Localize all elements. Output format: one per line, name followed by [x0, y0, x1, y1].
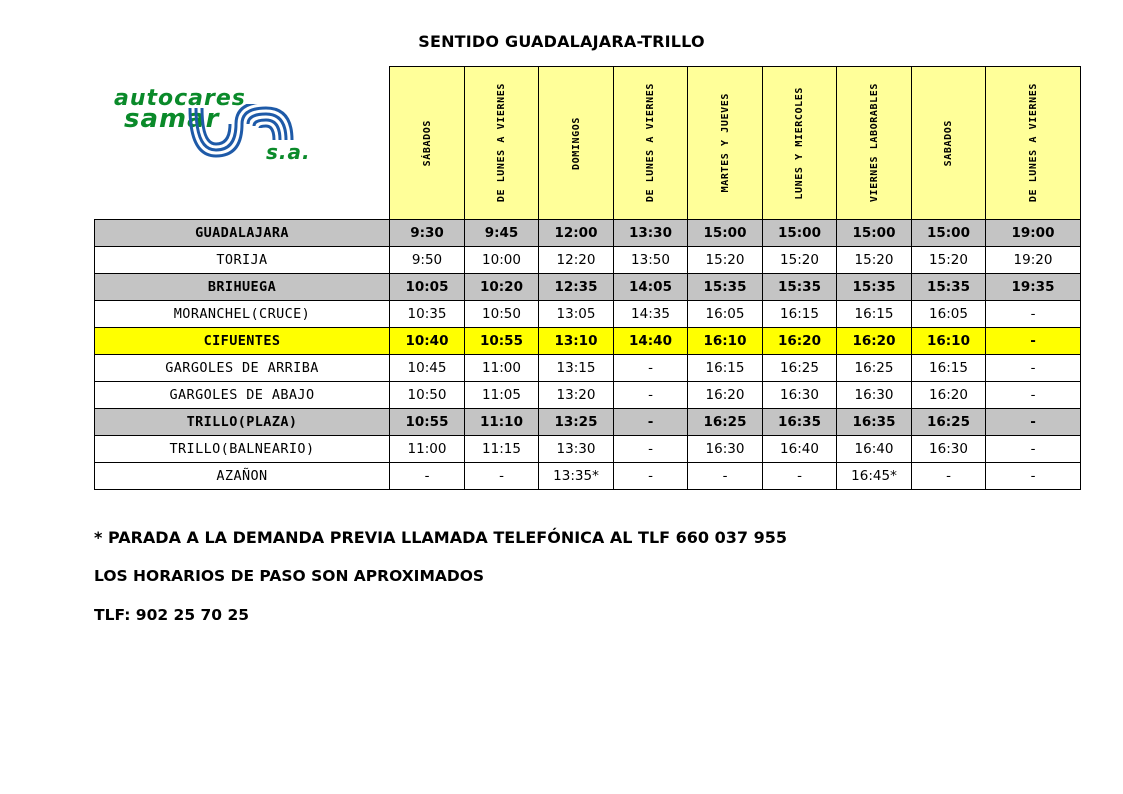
time-cell: -	[614, 409, 688, 436]
time-cell: 19:35	[986, 274, 1081, 301]
table-row	[95, 355, 1081, 382]
stop-name-cell: CIFUENTES	[95, 328, 390, 355]
time-cell: 11:00	[465, 355, 539, 382]
table-row	[95, 436, 1081, 463]
time-cell: 10:55	[390, 409, 465, 436]
header-row	[95, 67, 1081, 220]
time-cell: -	[986, 463, 1081, 490]
stop-name-cell: GARGOLES DE ARRIBA	[95, 355, 390, 382]
time-cell: -	[986, 355, 1081, 382]
time-cell: 10:40	[390, 328, 465, 355]
time-cell: 16:30	[763, 382, 837, 409]
time-cell: 16:15	[912, 355, 986, 382]
time-cell: 10:50	[465, 301, 539, 328]
time-cell: -	[614, 436, 688, 463]
day-header	[390, 67, 465, 220]
time-cell: 16:40	[763, 436, 837, 463]
time-cell: 13:20	[539, 382, 614, 409]
time-cell: 15:00	[763, 220, 837, 247]
time-cell: 16:20	[763, 328, 837, 355]
stop-name-cell: TRILLO(BALNEARIO)	[95, 436, 390, 463]
time-cell: 10:00	[465, 247, 539, 274]
day-header	[986, 67, 1081, 220]
time-cell: 11:10	[465, 409, 539, 436]
day-label: DE LUNES A VIERNES	[1027, 83, 1039, 203]
time-cell: 16:30	[837, 382, 912, 409]
time-cell: 15:20	[763, 247, 837, 274]
day-header	[837, 67, 912, 220]
time-cell: 16:15	[688, 355, 763, 382]
day-label: LUNES Y MIERCOLES	[794, 86, 805, 200]
stop-name-cell: BRIHUEGA	[95, 274, 390, 301]
time-cell: 16:30	[912, 436, 986, 463]
logo-word-sa: s.a.	[266, 140, 311, 164]
time-cell: 16:10	[688, 328, 763, 355]
table-row	[95, 409, 1081, 436]
time-cell: -	[912, 463, 986, 490]
page-title: SENTIDO GUADALAJARA-TRILLO	[418, 32, 705, 51]
stop-name-cell: TRILLO(PLAZA)	[95, 409, 390, 436]
time-cell: 16:30	[688, 436, 763, 463]
time-cell: 11:15	[465, 436, 539, 463]
time-cell: 16:05	[912, 301, 986, 328]
time-cell: 16:20	[837, 328, 912, 355]
stop-name-cell: MORANCHEL(CRUCE)	[95, 301, 390, 328]
day-header	[688, 67, 763, 220]
approximate-times-note: LOS HORARIOS DE PASO SON APROXIMADOS	[94, 567, 485, 585]
time-cell: 19:00	[986, 220, 1081, 247]
time-cell: 9:30	[390, 220, 465, 247]
time-cell: 9:50	[390, 247, 465, 274]
time-cell: 10:20	[465, 274, 539, 301]
time-cell: -	[986, 436, 1081, 463]
time-cell: 13:30	[539, 436, 614, 463]
time-cell: 15:35	[912, 274, 986, 301]
time-cell: 13:05	[539, 301, 614, 328]
time-cell: 16:15	[763, 301, 837, 328]
table-row	[95, 328, 1081, 355]
logo-word-samar: samar	[124, 104, 220, 134]
time-cell: 15:35	[688, 274, 763, 301]
table-row	[95, 247, 1081, 274]
time-cell: 16:35	[763, 409, 837, 436]
time-cell: -	[465, 463, 539, 490]
time-cell: 12:20	[539, 247, 614, 274]
time-cell: -	[390, 463, 465, 490]
phone-note: TLF: 902 25 70 25	[94, 606, 250, 624]
time-cell: 19:20	[986, 247, 1081, 274]
day-header	[465, 67, 539, 220]
time-cell: 16:10	[912, 328, 986, 355]
timetable-body	[95, 220, 1081, 490]
header-blank-cell	[95, 67, 390, 220]
time-cell: 16:25	[763, 355, 837, 382]
timetable	[94, 66, 1081, 490]
stop-name-cell: AZAÑON	[95, 463, 390, 490]
time-cell: 14:35	[614, 301, 688, 328]
time-cell: 16:25	[837, 355, 912, 382]
time-cell: 12:35	[539, 274, 614, 301]
day-label: MARTES Y JUEVES	[719, 93, 731, 193]
day-label: DE LUNES A VIERNES	[496, 83, 507, 203]
time-cell: 9:45	[465, 220, 539, 247]
table-row	[95, 301, 1081, 328]
table-row	[95, 382, 1081, 409]
day-header	[912, 67, 986, 220]
day-label: DE LUNES A VIERNES	[645, 83, 656, 203]
logo-word-autocares: autocares	[114, 86, 246, 111]
table-row	[95, 463, 1081, 490]
time-cell: 13:10	[539, 328, 614, 355]
time-cell: -	[688, 463, 763, 490]
time-cell: -	[986, 301, 1081, 328]
stop-name-cell: GARGOLES DE ABAJO	[95, 382, 390, 409]
time-cell: 15:00	[912, 220, 986, 247]
time-cell: 16:35	[837, 409, 912, 436]
time-cell: 16:20	[688, 382, 763, 409]
time-cell: 10:55	[465, 328, 539, 355]
time-cell: -	[614, 355, 688, 382]
day-label: SABADOS	[943, 119, 954, 167]
time-cell: -	[986, 328, 1081, 355]
time-cell: 15:20	[912, 247, 986, 274]
day-header	[614, 67, 688, 220]
time-cell: 10:05	[390, 274, 465, 301]
time-cell: 15:00	[837, 220, 912, 247]
stop-name-cell: TORIJA	[95, 247, 390, 274]
time-cell: 10:45	[390, 355, 465, 382]
time-cell: -	[614, 382, 688, 409]
time-cell: 15:20	[688, 247, 763, 274]
time-cell: -	[763, 463, 837, 490]
day-label: DOMINGOS	[570, 116, 582, 170]
time-cell: 16:40	[837, 436, 912, 463]
time-cell: 15:35	[763, 274, 837, 301]
time-cell: -	[986, 409, 1081, 436]
time-cell: 10:35	[390, 301, 465, 328]
time-cell: 13:30	[614, 220, 688, 247]
day-label: VIERNES LABORABLES	[868, 83, 880, 203]
table-row	[95, 220, 1081, 247]
time-cell: -	[986, 382, 1081, 409]
time-cell: 13:25	[539, 409, 614, 436]
time-cell: 16:45*	[837, 463, 912, 490]
day-header	[763, 67, 837, 220]
time-cell: 16:20	[912, 382, 986, 409]
time-cell: 14:05	[614, 274, 688, 301]
demand-stop-note: * PARADA A LA DEMANDA PREVIA LLAMADA TELEFÓNICA AL TLF 660 037 955	[94, 528, 787, 547]
time-cell: 11:05	[465, 382, 539, 409]
time-cell: 15:00	[688, 220, 763, 247]
time-cell: 13:50	[614, 247, 688, 274]
time-cell: 14:40	[614, 328, 688, 355]
time-cell: 15:20	[837, 247, 912, 274]
time-cell: 13:15	[539, 355, 614, 382]
time-cell: 13:35*	[539, 463, 614, 490]
day-label: SÁBADOS	[421, 119, 433, 167]
stop-name-cell: GUADALAJARA	[95, 220, 390, 247]
time-cell: 11:00	[390, 436, 465, 463]
time-cell: 16:25	[912, 409, 986, 436]
time-cell: -	[614, 463, 688, 490]
table-row	[95, 274, 1081, 301]
time-cell: 12:00	[539, 220, 614, 247]
time-cell: 16:15	[837, 301, 912, 328]
time-cell: 10:50	[390, 382, 465, 409]
day-header	[539, 67, 614, 220]
time-cell: 16:25	[688, 409, 763, 436]
time-cell: 16:05	[688, 301, 763, 328]
time-cell: 15:35	[837, 274, 912, 301]
